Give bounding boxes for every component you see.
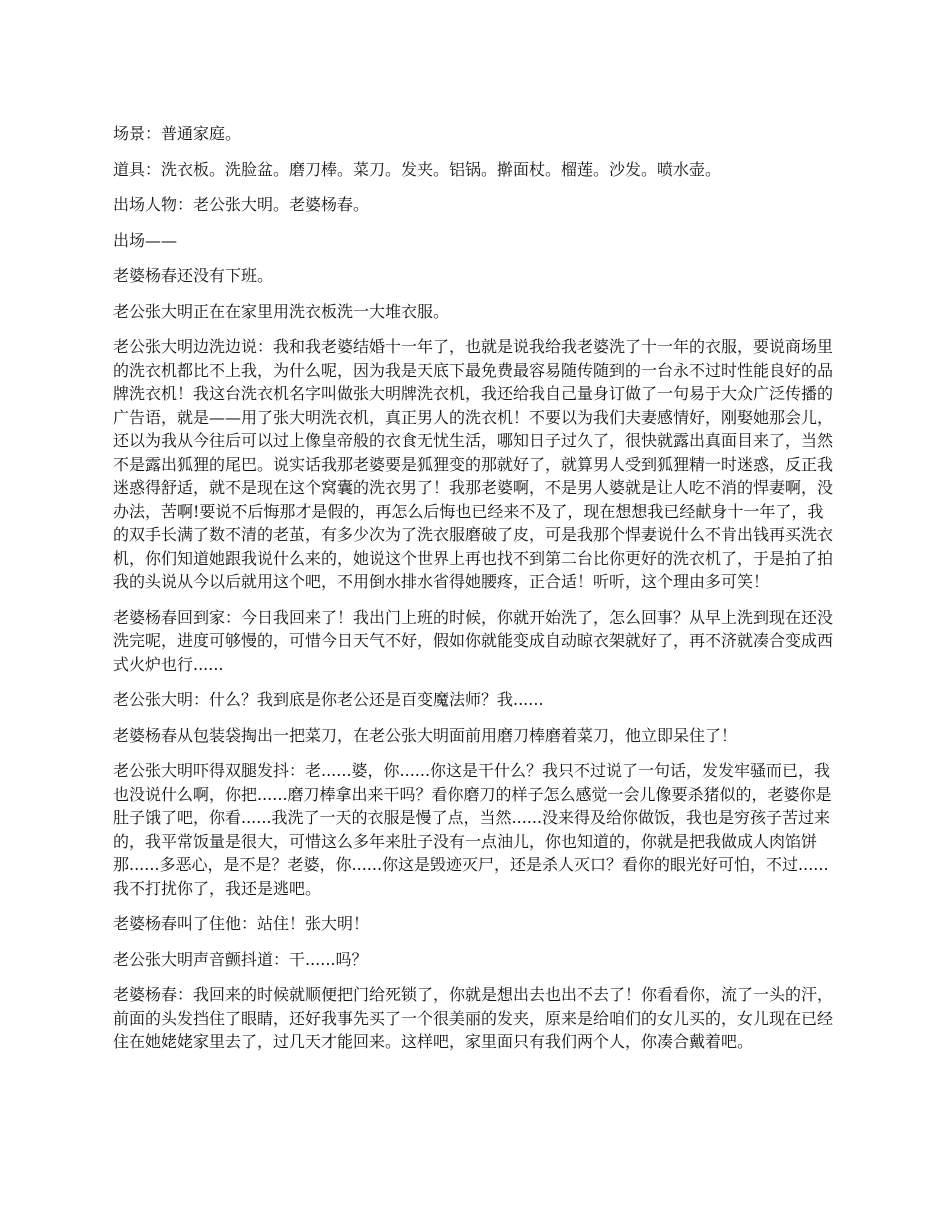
- paragraph-wife-stop: 老婆杨春叫了住他：站住！张大明！: [113, 914, 370, 933]
- paragraph-knife: 老婆杨春从包装袋掏出一把菜刀，在老公张大明面前用磨刀棒磨着菜刀，他立即呆住了！: [113, 725, 738, 745]
- paragraph-scene: 场景：普通家庭。: [113, 124, 242, 143]
- paragraph-husband-monologue: 老公张大明边洗边说：我和我老婆结婚十一年了，也就是说我给我老婆洗了十一年的衣服，要说商场里的洗衣机都比不上我，为什么呢，因为我是天底下最免费最容易随传随到的一台永不过时性能良好的品牌洗衣机！我这台洗衣机名字叫做张大明牌洗衣机，我还给我自己量身订做了一句易于大众广泛传播的广告语，就是——用了张大明洗衣机，真正男人的洗衣机！不要以为我们夫妻感情好，刚娶她那会儿，还以为我从今往后可以过上像皇帝般的衣食无忧生活，哪知日子过久了，很快就露出真面目来了，当然不是露出狐狸的尾巴。说实话我那老婆要是狐狸变的那就好了，就算男人受到狐狸精一时迷惑，反正我迷惑得舒适，就不是现在这个窝囊的洗衣男了！我那老婆啊，不是男人婆就是让人吃不消的悍妻啊，没办法，苦啊!要说不后悔那才是假的，再怎么后悔也已经来不及了，现在想想我已经献身十一年了，我的双手长满了数不清的老茧，有多少次为了洗衣服磨破了皮，可是我那个悍妻说什么不肯出钱再买洗衣机，你们知道她跟我说什么来的，她说这个世界上再也找不到第二台比你更好的洗衣机了，于是拍了拍我的头说从今以后就用这个吧，不用倒水排水省得她腰疼，正合适！听听，这个理由多可笑！: [113, 337, 834, 591]
- paragraph-characters: 出场人物：老公张大明。老婆杨春。: [113, 195, 370, 214]
- document-body: [113, 122, 839, 1066]
- paragraph-wife-not-home: 老婆杨春还没有下班。: [113, 266, 274, 285]
- paragraph-props: 道具：洗衣板。洗脸盆。磨刀棒。菜刀。发夹。铝锅。擀面杖。榴莲。沙发。喷水壶。: [113, 159, 722, 179]
- paragraph-wife-hairclip: 老婆杨春：我回来的时候就顺便把门给死锁了，你就是想出去也出不去了！你看看你，流了一头的汗，前面的头发挡住了眼睛，还好我事先买了一个很美丽的发夹，原来是给咱们的女儿买的，女儿现在已经住在她姥姥家里去了，过几天才能回来。这样吧，家里面只有我们两个人，你凑合戴着吧。: [113, 985, 834, 1051]
- paragraph-husband-reply: 老公张大明：什么？我到底是你老公还是百变魔法师？我......: [113, 690, 544, 709]
- paragraph-entrance: 出场——: [113, 230, 178, 250]
- paragraph-wife-returns: 老婆杨春回到家：今日我回来了！我出门上班的时候，你就开始洗了，怎么回事？从早上洗到现在还没洗完呢，进度可够慢的，可惜今日天气不好，假如你就能变成自动晾衣架就好了，再不济就凑合变成西式火炉也行......: [113, 607, 834, 674]
- paragraph-husband-washing: 老公张大明正在在家里用洗衣板洗一大堆衣服。: [113, 301, 450, 321]
- paragraph-husband-voice: 老公张大明声音颤抖道：干......吗？: [113, 949, 368, 969]
- paragraph-husband-trembles: 老公张大明吓得双腿发抖：老......婆，你......你这是干什么？我只不过说了一句话，发发牢骚而已，我也没说什么啊，你把......磨刀棒拿出来干吗？看你磨刀的样子怎么感觉一会儿像要杀猪似的，老婆你是肚子饿了吧，你看......我洗了一天的衣服是慢了点，当然......没来得及给你做饭，我也是穷孩子苦过来的，我平常饭量是很大，可惜这么多年来肚子没有一点油儿，你也知道的，你就是把我做成人肉馅饼那......多恶心，是不是？老婆，你......你这是毁迹灭尸，还是杀人灭口？看你的眼光好可怕，不过......我不打扰你了，我还是逃吧。: [113, 761, 832, 898]
